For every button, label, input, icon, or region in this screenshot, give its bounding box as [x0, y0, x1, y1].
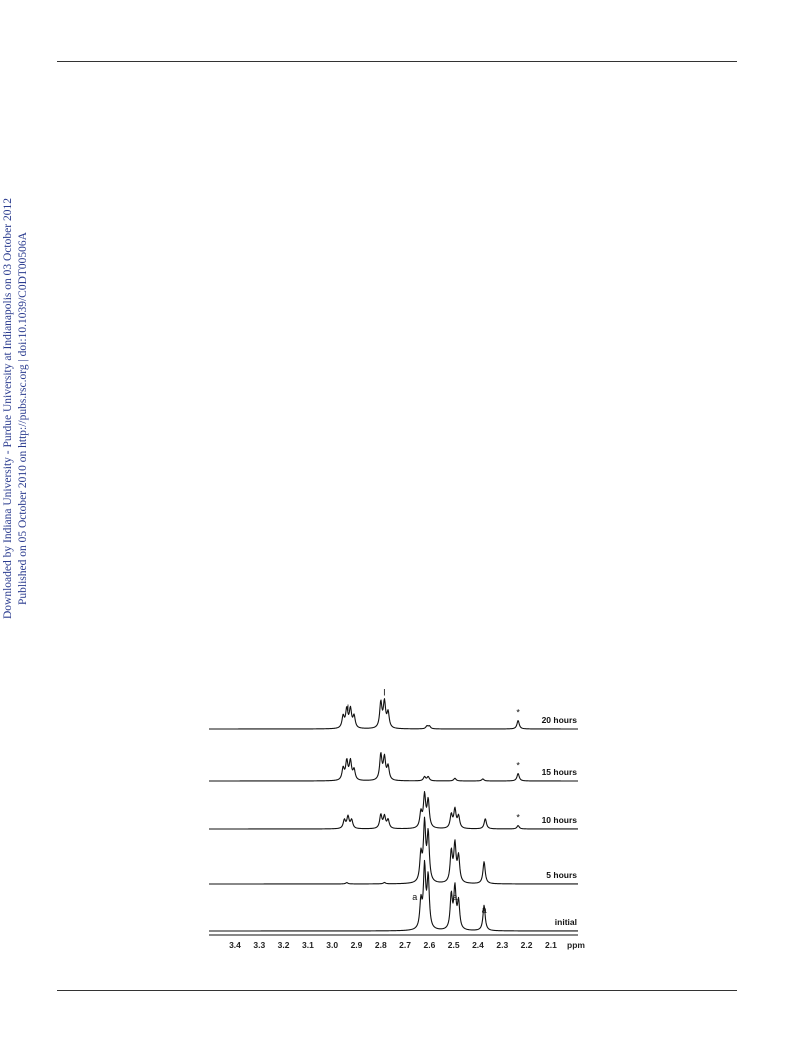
peak-annotation: *: [516, 707, 520, 718]
tick-label: 3.3: [253, 940, 266, 950]
trace-label-3: 10 hours: [541, 815, 577, 825]
peak-annotations: [347, 688, 521, 916]
tick-label: 2.4: [472, 940, 484, 950]
trace-label-1: 20 hours: [541, 715, 577, 725]
tick-label: 2.2: [520, 940, 533, 950]
spectrum-trace-5: [209, 860, 578, 931]
tick-label: 2.8: [374, 940, 387, 950]
tick-label: 2.5: [447, 940, 460, 950]
tick-label: 2.9: [350, 940, 363, 950]
peak-annotation: I: [383, 687, 386, 698]
tick-label: 3.4: [229, 940, 241, 950]
spectra-traces: [209, 699, 578, 931]
spectrum-trace-1: [209, 699, 578, 729]
peak-annotation: a: [412, 892, 418, 902]
peak-annotation: I: [346, 702, 350, 713]
trace-label-4: 5 hours: [546, 870, 577, 880]
tick-label: 3.2: [277, 940, 290, 950]
tick-label: 2.7: [399, 940, 412, 950]
tick-label: 2.1: [544, 940, 557, 950]
peak-annotation: *: [516, 760, 520, 771]
peak-annotation: *: [516, 812, 520, 823]
tick-label: 2.3: [496, 940, 509, 950]
peak-annotation: a: [452, 892, 458, 902]
spectrum-trace-2: [209, 753, 578, 781]
tick-label: 2.6: [423, 940, 436, 950]
tick-label: 3.1: [301, 940, 314, 950]
tick-label: 3.0: [326, 940, 339, 950]
spectrum-trace-3: [209, 792, 578, 829]
spectrum-trace-4: [209, 817, 578, 884]
publication-notice: Published on 05 October 2010 on http://pubs.rsc.org | doi:10.1039/C0DT00506A: [17, 232, 29, 605]
peak-annotation: a: [481, 905, 487, 915]
trace-label-5: initial: [554, 917, 577, 927]
footer-rule: [57, 990, 737, 991]
download-notice: Downloaded by Indiana University - Purdue University at Indianapolis on 03 October 2012: [2, 198, 14, 619]
axis-unit-label: ppm: [567, 940, 585, 950]
trace-labels: [542, 715, 578, 927]
trace-label-2: 15 hours: [541, 767, 577, 777]
ppm-axis: [209, 935, 585, 950]
